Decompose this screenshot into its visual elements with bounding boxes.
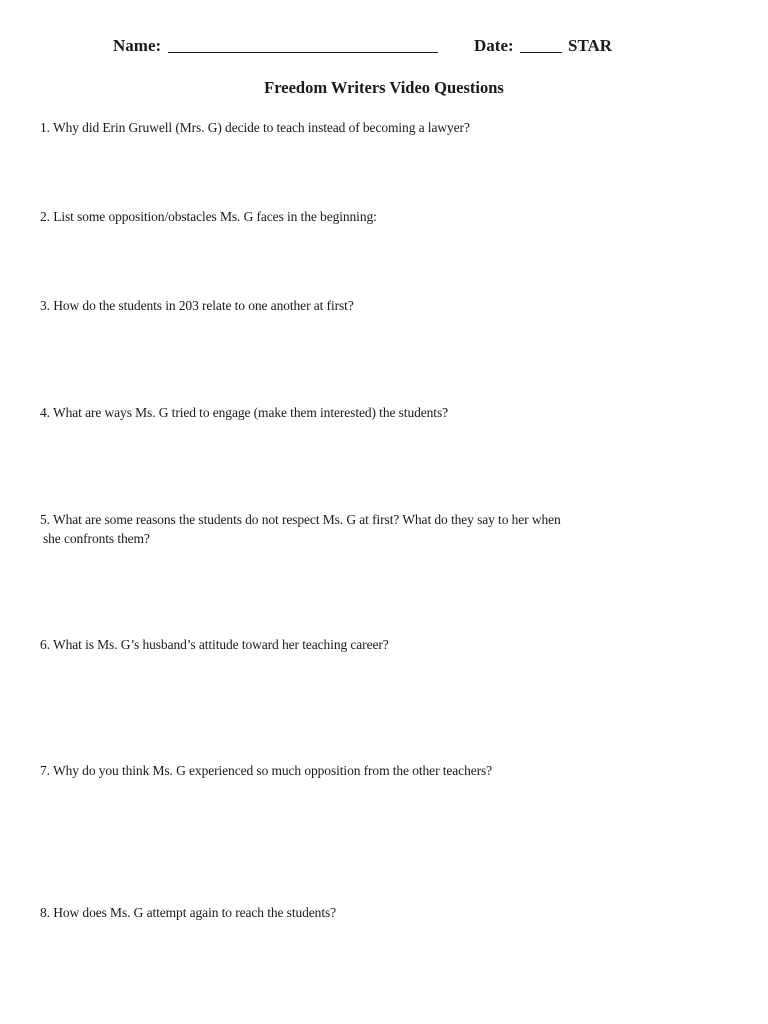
question-text: 3. How do the students in 203 relate to one another at first? — [40, 298, 354, 313]
question-text: 5. What are some reasons the students do not respect Ms. G at first? What do they say to her when — [40, 512, 561, 527]
question-text: 7. Why do you think Ms. G experienced so much opposition from the other teachers? — [40, 763, 493, 778]
question-3 — [40, 296, 650, 315]
name-label: Name: — [113, 36, 162, 55]
question-7 — [40, 761, 650, 780]
page-title: Freedom Writers Video Questions — [264, 78, 504, 97]
name-blank-line — [168, 52, 438, 53]
question-text: 2. List some opposition/obstacles Ms. G faces in the beginning: — [40, 209, 377, 224]
question-text: 4. What are ways Ms. G tried to engage (make them interested) the students? — [40, 405, 448, 420]
question-text: 8. How does Ms. G attempt again to reach the students? — [40, 905, 337, 920]
class-label: STAR — [568, 36, 613, 55]
question-4 — [40, 403, 650, 422]
date-label: Date: — [474, 36, 514, 55]
question-2 — [40, 207, 650, 226]
question-1 — [40, 118, 650, 137]
question-5 — [40, 510, 650, 548]
question-6 — [40, 635, 650, 654]
question-text: 1. Why did Erin Gruwell (Mrs. G) decide to teach instead of becoming a lawyer? — [40, 120, 470, 135]
question-8 — [40, 903, 650, 922]
date-blank-line — [520, 52, 562, 53]
worksheet-header — [0, 35, 768, 57]
question-text: 6. What is Ms. G’s husband’s attitude toward her teaching career? — [40, 637, 389, 652]
question-text-continued: she confronts them? — [43, 531, 150, 546]
